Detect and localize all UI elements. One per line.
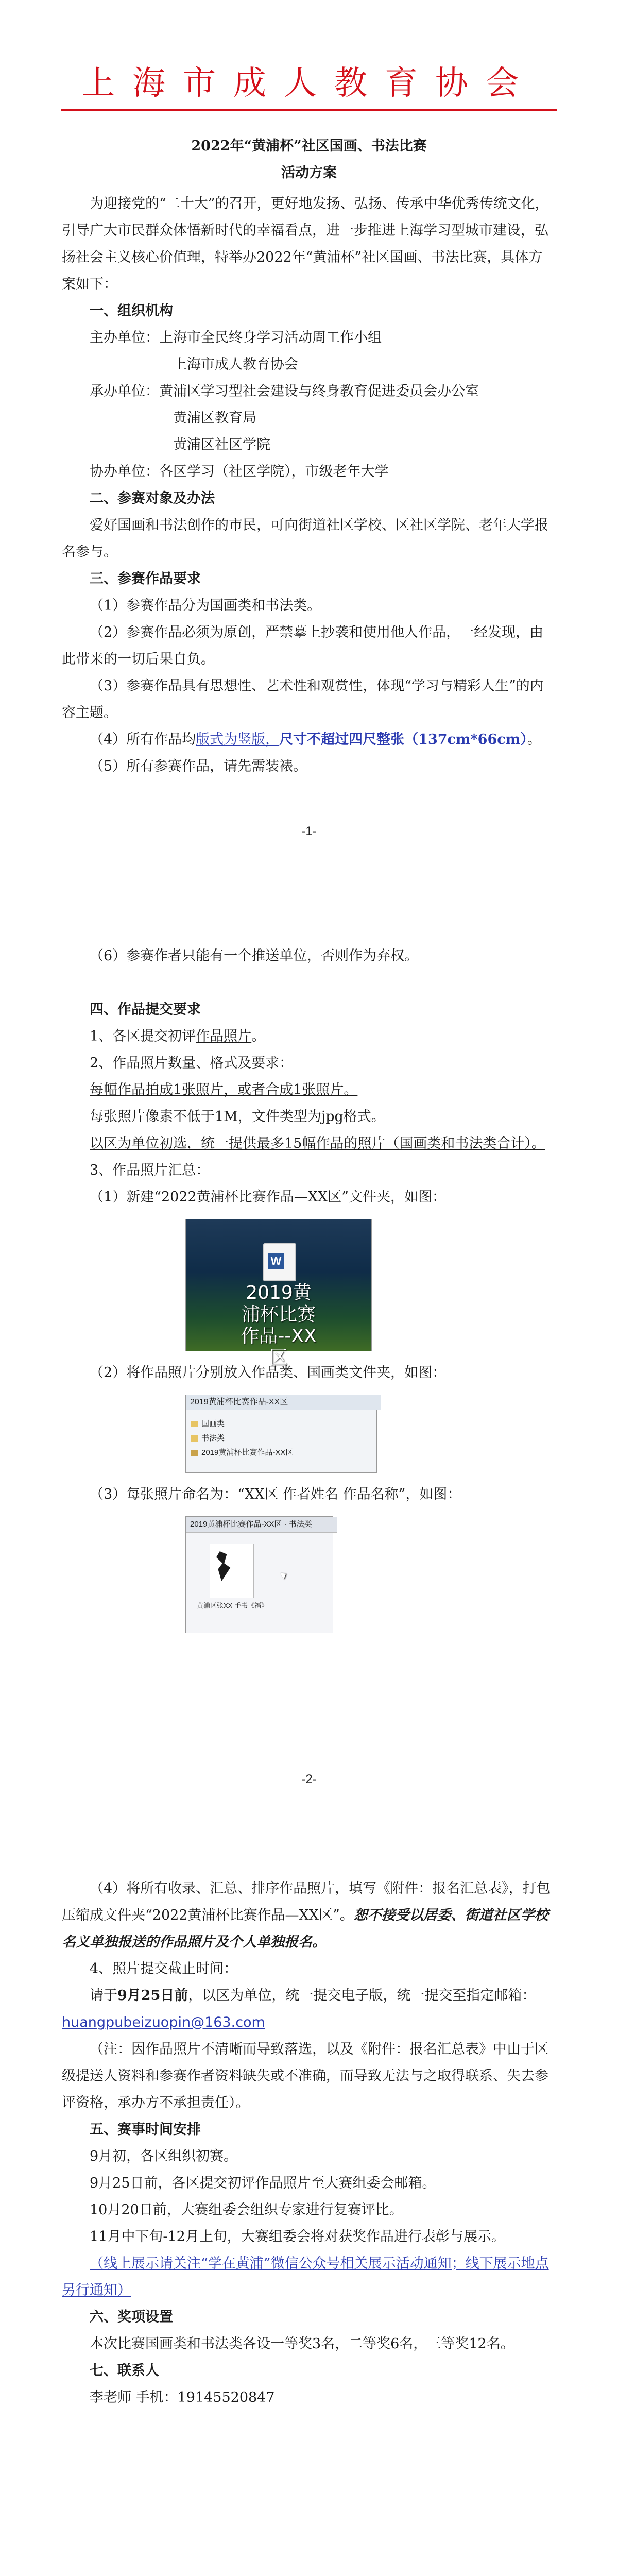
org-line: 协办单位：各区学习（社区学院），市级老年大学 [90,464,389,480]
requirement-4-format: 版式为竖版， [196,732,280,748]
submit-item-3: 3、作品照片汇总： [90,1162,210,1178]
section-2-title: 二、参赛对象及办法 [90,490,215,506]
folder-icon [191,1435,198,1442]
requirement-item: （3）参赛作品具有思想性、艺术性和观赏性，体现“学习与精彩人生”的内容主题。 [62,678,544,721]
schedule-line: 10月20日前，大赛组委会组织专家进行复赛评比。 [90,2202,403,2218]
submission-email-link[interactable]: huangpubeizuopin@163.com [62,2014,265,2030]
submit-item-4-warning: 恕不接受以居委、街道社区学校名义单独报送的作品照片及个人单独报名。 [62,1907,548,1950]
photo-requirement: 每张照片像素不低于1M，文件类型为jpg格式。 [90,1109,385,1125]
header-divider [61,109,557,111]
submit-item-4-text: （4）将所有收录、汇总、排序作品照片，填写《附件：报名汇总表》，打包压缩成文件夹“2022黄浦杯比赛作品—XX区”。 [62,1880,551,1923]
requirement-item: （1）参赛作品分为国画类和书法类。 [90,598,321,614]
spacer [62,970,556,996]
submit-item-1-photo: 作品照片 [196,1028,252,1044]
display-notice: （线上展示请关注“学在黄浦”微信公众号相关展示活动通知；线下展示地点另行通知） [62,2256,549,2298]
step-2: （2）将作品照片分别放入作品类、国画类文件夹，如图： [90,1365,447,1381]
step-3: （3）每张照片命名为：“XX区 作者姓名 作品名称”，如图： [90,1486,461,1502]
section-4-title: 四、作品提交要求 [90,1002,201,1018]
folder-icon [191,1421,198,1427]
file-path: 2019黄浦杯比赛作品-XX区 · 书法类 [186,1517,337,1533]
awards-text: 本次比赛国画类和书法类各设一等奖3名，二等奖6名，三等奖12名。 [90,2336,514,2352]
page-2 [62,943,556,1641]
requirement-item: （2）参赛作品必须为原创，严禁摹上抄袭和使用他人作品，一经发现，由此带来的一切后果自负。 [62,624,544,667]
folder-path: 2019黄浦杯比赛作品-XX区 [186,1395,381,1410]
file-naming-screenshot [185,1516,333,1633]
org-line: 承办单位：黄浦区学习型社会建设与终身教育促进委员会办公室 [90,383,479,399]
section-7-title: 七、联系人 [90,2363,159,2379]
section-3-title: 三、参赛作品要求 [90,571,201,587]
mouse-cursor-icon [280,1571,288,1580]
submit-item-1-end: 。 [251,1028,266,1044]
requirement-4-size: 尺寸不超过四尺整张（137cm*66cm） [279,732,527,748]
folder-row: 书法类 [191,1432,225,1443]
folder-list-screenshot [185,1395,377,1473]
deadline-date: 9月25日前 [117,1988,188,2004]
folder-icon [191,1450,198,1456]
requirement-4-prefix: （4）所有作品均 [90,732,196,748]
schedule-line: 11月中下旬-12月上旬，大赛组委会将对获奖作品进行表彰与展示。 [90,2229,505,2245]
section-1-title: 一、组织机构 [90,303,173,319]
org-line: 黄浦区社区学院 [173,437,270,453]
section-6-title: 六、奖项设置 [90,2309,173,2325]
section-5-title: 五、赛事时间安排 [90,2122,201,2138]
intro-paragraph: 为迎接党的“二十大”的召开，更好地发扬、弘扬、传承中华优秀传统文化，引导广大市民群众体悟新时代的幸福看点，进一步推进上海学习型城市建设，弘扬社会主义核心价值理，特举办2022年“黄浦杯”社区国画、书法比赛，具体方案如下： [62,196,549,292]
file-name: 黄浦区张XX 手书《福》 [197,1602,268,1609]
doc-title: 2022年“黄浦杯”社区国画、书法比赛 [191,138,427,154]
word-document-icon: W [263,1243,296,1281]
org-title: 上海市成人教育协会 [82,64,536,103]
photo-requirement: 以区为单位初选，统一提供最多15幅作品的照片（国画类和书法类合计）。 [90,1136,545,1151]
page-3 [62,1875,556,2411]
submit-item-2: 2、作品照片数量、格式及要求： [90,1055,294,1071]
page-1 [62,133,556,780]
folder-caption: 2019黄 浦杯比赛 作品--XX 区 [241,1282,317,1368]
photo-requirement: 每幅作品拍成1张照片，或者合成1张照片。 [90,1082,358,1098]
calligraphy-thumbnail [210,1544,254,1598]
org-line: 黄浦区教育局 [173,410,256,426]
schedule-line: 9月初，各区组织初赛。 [90,2148,238,2164]
requirement-item-4 [62,726,556,753]
requirement-4-end: 。 [527,732,541,748]
page-number: -1- [301,824,317,838]
submit-item-1-text: 1、各区提交初评 [90,1028,196,1044]
schedule-line: 9月25日前，各区提交初评作品照片至大赛组委会邮箱。 [90,2175,436,2191]
deadline-text: 请于9月25日前，以区为单位，统一提交电子版，统一提交至指定邮箱： [90,1988,536,2004]
submit-item-4 [62,1875,556,1956]
requirement-item: （6）参赛作者只能有一个推送单位，否则作为弃权。 [90,948,419,964]
deadline-title: 4、照片提交截止时间： [90,1961,238,1977]
folder-screenshot [185,1219,372,1368]
folder-row: 2019黄浦杯比赛作品-XX区 [191,1447,293,1458]
requirement-item: （5）所有参赛作品，请先需装裱。 [90,758,307,774]
doc-subtitle: 活动方案 [281,165,337,181]
contact-info: 李老师 手机：19145520847 [90,2389,275,2405]
step-1: （1）新建“2022黄浦杯比赛作品—XX区”文件夹，如图： [90,1189,446,1205]
page-number: -2- [301,1772,317,1786]
deadline-note: （注：因作品照片不清晰而导致落选，以及《附件：报名汇总表》中由于区级提送人资料和参赛作者资料缺失或不准确，而导致无法与之取得联系、失去参评资格，承办方不承担责任）。 [62,2041,548,2111]
submit-item-1 [62,1023,556,1050]
folder-row: 国画类 [191,1418,225,1429]
org-line: 上海市成人教育协会 [173,357,298,372]
section-2-text: 爱好国画和书法创作的市民，可向街道社区学校、区社区学院、老年大学报名参与。 [62,517,548,560]
org-line: 主办单位：上海市全民终身学习活动周工作小组 [90,330,382,346]
